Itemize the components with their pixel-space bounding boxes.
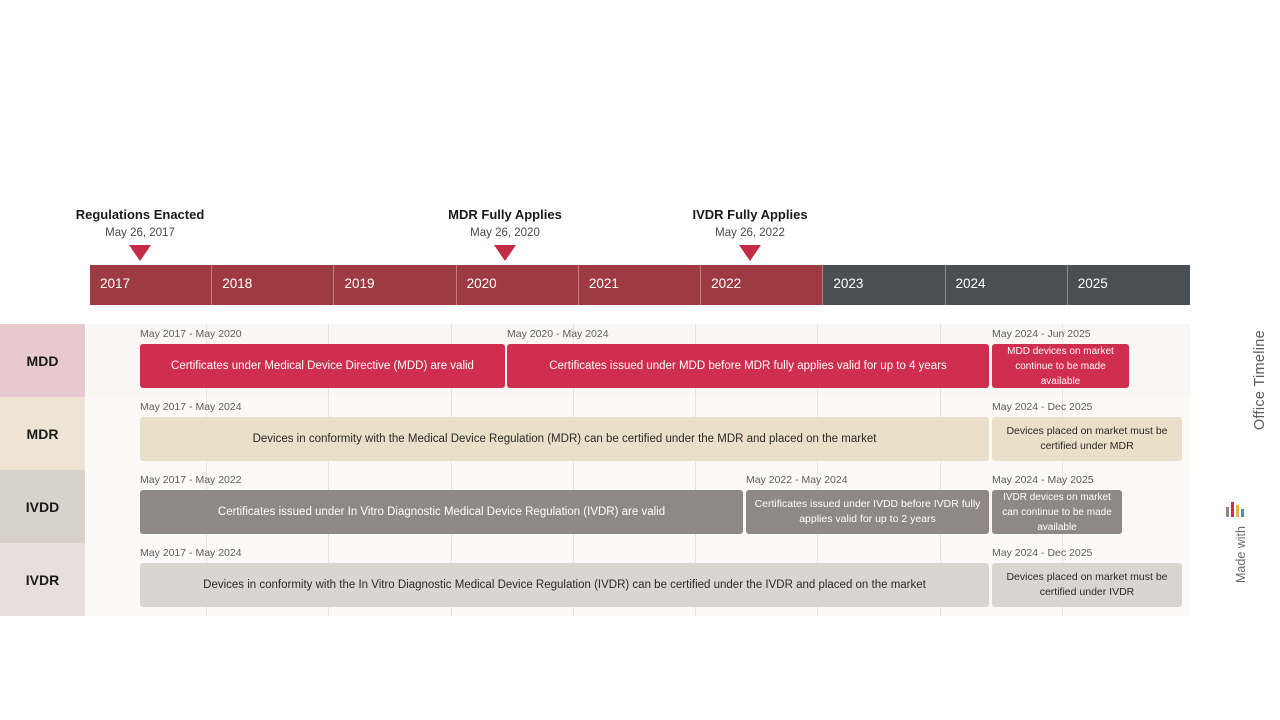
bar-date-caption: May 2024 - Jun 2025 (992, 328, 1091, 340)
swimlane (0, 324, 1190, 397)
axis-year-segment (823, 265, 945, 305)
branding (1214, 330, 1274, 640)
timeline-bar[interactable]: Devices in conformity with the Medical Device Regulation (MDR) can be certified under the MDR and placed on the market (140, 417, 989, 461)
milestone-date: May 26, 2017 (105, 227, 175, 239)
timeline-bar[interactable]: Devices in conformity with the In Vitro Diagnostic Medical Device Regulation (IVDR) can be certified under the IVDR and placed on the market (140, 563, 989, 607)
milestone-title: IVDR Fully Applies (692, 207, 808, 222)
bar-date-caption: May 2024 - Dec 2025 (992, 401, 1093, 413)
milestone (650, 207, 850, 261)
milestone (405, 207, 605, 261)
milestone-title: Regulations Enacted (75, 207, 205, 222)
axis-year-segment (701, 265, 823, 305)
axis-year-label: 2017 (100, 276, 131, 291)
milestone-date: May 26, 2022 (715, 227, 785, 239)
bar-date-caption: May 2022 - May 2024 (746, 474, 848, 486)
timeline-bar[interactable]: Devices placed on market must be certified under IVDR (992, 563, 1182, 607)
bar-date-caption: May 2020 - May 2024 (507, 328, 609, 340)
axis-year-segment (1068, 265, 1190, 305)
axis-year-label: 2022 (711, 276, 742, 291)
timeline-bar[interactable]: MDD devices on market continue to be made available (992, 344, 1129, 388)
bar-date-caption: May 2017 - May 2020 (140, 328, 242, 340)
brand-product-label: Office Timeline (1252, 330, 1268, 431)
axis-year-label: 2025 (1077, 276, 1108, 291)
axis-year-segment (334, 265, 456, 305)
swimlane (0, 397, 1190, 470)
axis-year-segment (212, 265, 334, 305)
swimlane (0, 470, 1190, 543)
timeline-bar[interactable]: Devices placed on market must be certified under MDR (992, 417, 1182, 461)
axis-year-label: 2020 (466, 276, 497, 291)
swimlane-body (85, 470, 1190, 543)
timeline-bar[interactable]: Certificates issued under In Vitro Diagnostic Medical Device Regulation (IVDR) are valid (140, 490, 743, 534)
timeline-bar[interactable]: IVDR devices on market can continue to be made available (992, 490, 1122, 534)
axis-year-label: 2018 (222, 276, 253, 291)
bar-date-caption: May 2017 - May 2022 (140, 474, 242, 486)
milestone-date: May 26, 2020 (470, 227, 540, 239)
bar-date-caption: May 2024 - May 2025 (992, 474, 1094, 486)
axis-year-label: 2019 (344, 276, 375, 291)
swimlane (0, 543, 1190, 616)
swimlane-label: IVDD (0, 470, 85, 543)
milestone-marker-icon (494, 245, 516, 261)
milestone-marker-icon (739, 245, 761, 261)
axis-year-label: 2021 (588, 276, 619, 291)
axis-year-label: 2023 (833, 276, 864, 291)
axis-year-segment (457, 265, 579, 305)
swimlane-body (85, 543, 1190, 616)
office-timeline-logo-icon (1224, 498, 1246, 520)
axis-year-segment (579, 265, 701, 305)
swimlane-label: MDD (0, 324, 85, 397)
brand-madewith-label: Made with (1234, 526, 1248, 583)
milestone-marker-icon (129, 245, 151, 261)
timeline-axis (90, 265, 1190, 305)
timeline-bar[interactable]: Certificates issued under IVDD before IVDR fully applies valid for up to 2 years (746, 490, 989, 534)
swimlane-body (85, 397, 1190, 470)
swimlane-label: MDR (0, 397, 85, 470)
bar-date-caption: May 2024 - Dec 2025 (992, 547, 1093, 559)
swimlane-label: IVDR (0, 543, 85, 616)
timeline-bar[interactable]: Certificates issued under MDD before MDR fully applies valid for up to 4 years (507, 344, 989, 388)
bar-date-caption: May 2017 - May 2024 (140, 401, 242, 413)
milestone-title: MDR Fully Applies (448, 207, 562, 222)
bar-date-caption: May 2017 - May 2024 (140, 547, 242, 559)
milestone (40, 207, 240, 261)
swimlane-body (85, 324, 1190, 397)
timeline-bar[interactable]: Certificates under Medical Device Directive (MDD) are valid (140, 344, 505, 388)
axis-year-label: 2024 (955, 276, 986, 291)
axis-year-segment (90, 265, 212, 305)
axis-year-segment (946, 265, 1068, 305)
